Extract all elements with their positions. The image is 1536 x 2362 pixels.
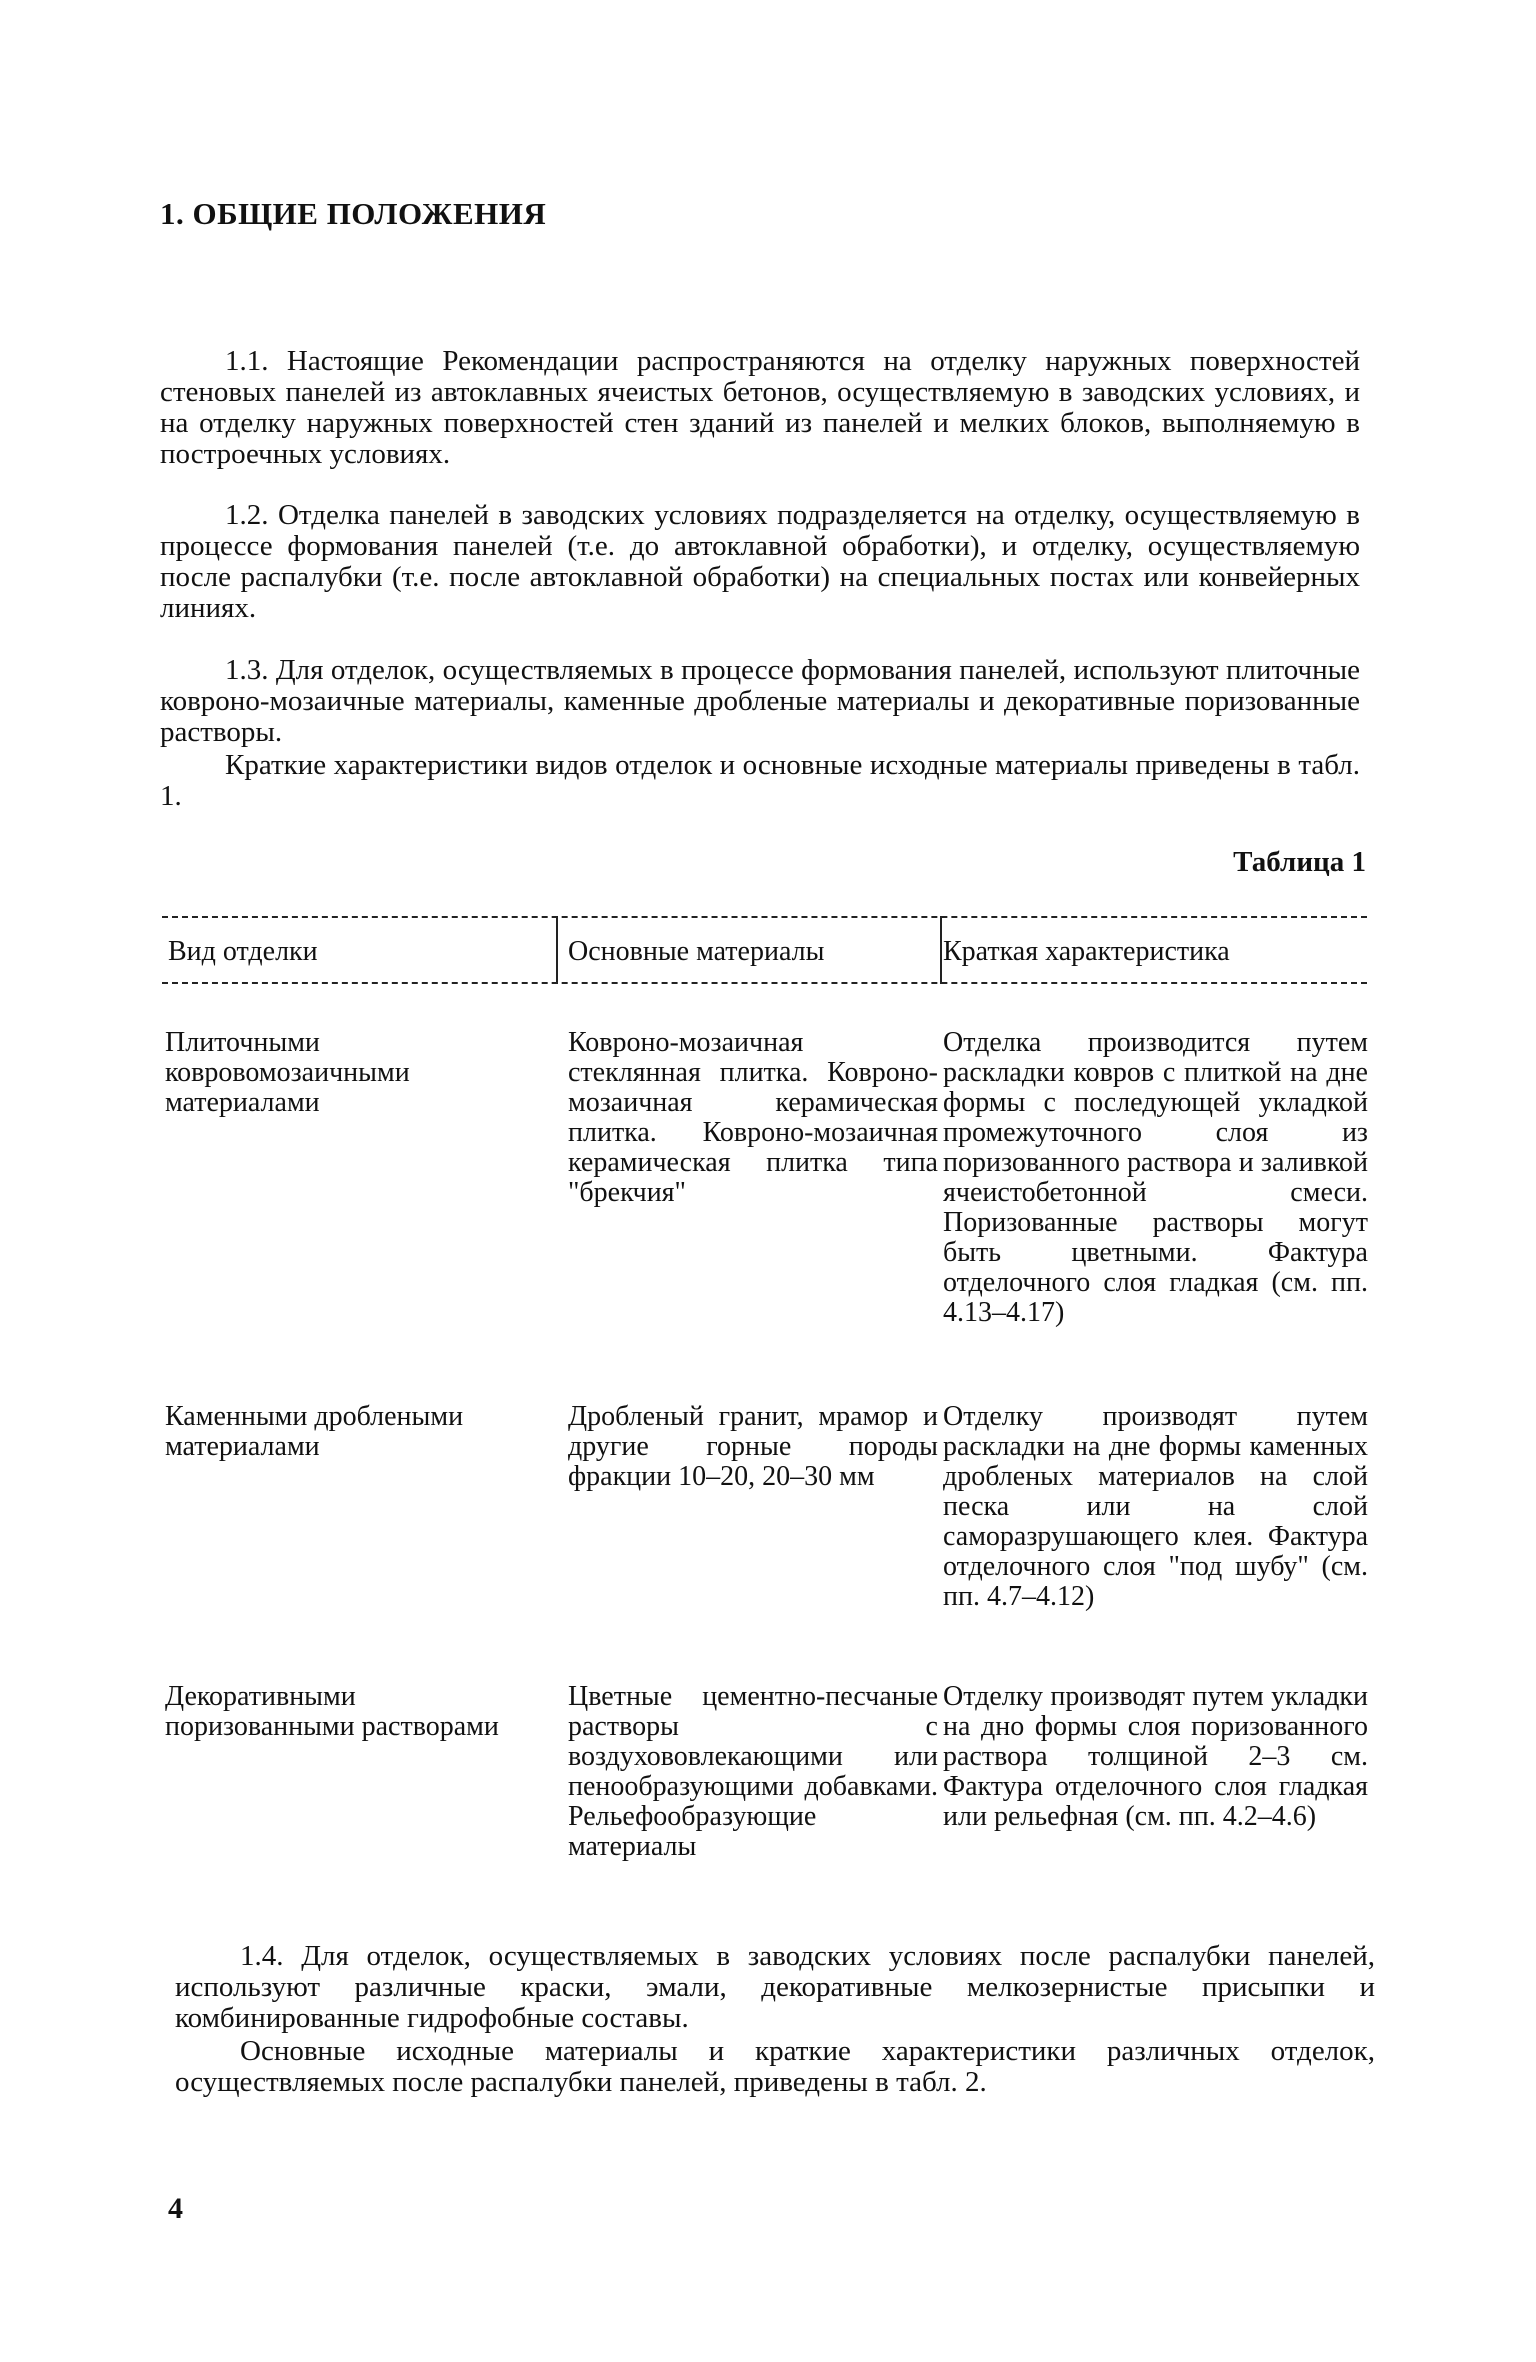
table-cell-materials: Ковроно-мозаичная стеклянная плитка. Ковроно-мозаичная керамическая плитка. Ковроно-мозаичная керамическая плитка типа "брекчия"	[568, 1027, 938, 1208]
table-header-type: Вид отделки	[168, 936, 318, 967]
table-caption: Таблица 1	[1233, 846, 1366, 878]
table-header-bottom-rule	[162, 982, 1367, 984]
paragraph-1-4: 1.4. Для отделок, осуществляемых в заводских условиях после распалубки панелей, используют различные краски, эмали, декоративные мелкозернистые присыпки и комбинированные гидрофобные составы.	[175, 1940, 1375, 2034]
table-cell-materials: Дробленый гранит, мрамор и другие горные породы фракции 10–20, 20–30 мм	[568, 1401, 938, 1492]
paragraph-1-4-continuation: Основные исходные материалы и краткие характеристики различных отделок, осуществляемых после распалубки панелей, приведены в табл. 2.	[175, 2035, 1375, 2098]
section-heading: 1. ОБЩИЕ ПОЛОЖЕНИЯ	[160, 196, 547, 231]
table-header-description: Краткая характеристика	[943, 936, 1230, 967]
paragraph-1-3-continuation: Краткие характеристики видов отделок и основные исходные материалы приведены в табл. 1.	[160, 749, 1360, 812]
table-header-separator	[940, 916, 942, 984]
table-cell-description: Отделку производят путем укладки на дно формы слоя поризованного раствора толщиной 2–3 см. Фактура отделочного слоя гладкая или рельефная (см. пп. 4.2–4.6)	[943, 1681, 1368, 1832]
table-top-rule	[162, 916, 1367, 918]
page-number: 4	[168, 2192, 183, 2225]
table-cell-description: Отделка производится путем раскладки ковров с плиткой на дне формы с последующей укладкой промежуточного слоя из поризованного раствора и заливкой ячеистобетонной смеси. Поризованные растворы могут быть цветными. Фактура отделочного слоя гладкая (см. пп. 4.13–4.17)	[943, 1027, 1368, 1328]
table-cell-type: Каменными дроблеными материалами	[165, 1401, 464, 1462]
table-cell-type: Декоративными поризованными растворами	[165, 1681, 499, 1742]
table-header-materials: Основные материалы	[568, 936, 825, 967]
paragraph-1-3: 1.3. Для отделок, осуществляемых в процессе формования панелей, используют плиточные ковроно-мозаичные материалы, каменные дробленые материалы и декоративные поризованные растворы.	[160, 654, 1360, 748]
paragraph-1-1: 1.1. Настоящие Рекомендации распространяются на отделку наружных поверхностей стеновых панелей из автоклавных ячеистых бетонов, осуществляемую в заводских условиях, и на отделку наружных поверхностей стен зданий из панелей и мелких блоков, выполняемую в построечных условиях.	[160, 345, 1360, 470]
paragraph-1-2: 1.2. Отделка панелей в заводских условиях подразделяется на отделку, осуществляемую в процессе формования панелей (т.е. до автоклавной обработки), и отделку, осуществляемую после распалубки (т.е. после автоклавной обработки) на специальных постах или конвейерных линиях.	[160, 499, 1360, 624]
table-cell-type: Плиточными ковровомозаичными материалами	[165, 1027, 410, 1118]
table-cell-materials: Цветные цементно-песчаные растворы с воздухововлекающими или пенообразующими добавками. Рельефообразующие материалы	[568, 1681, 938, 1862]
table-cell-description: Отделку производят путем раскладки на дне формы каменных дробленых материалов на слой песка или на слой саморазрушающего клея. Фактура отделочного слоя "под шубу" (см. пп. 4.7–4.12)	[943, 1401, 1368, 1612]
table-header-separator	[556, 916, 558, 984]
